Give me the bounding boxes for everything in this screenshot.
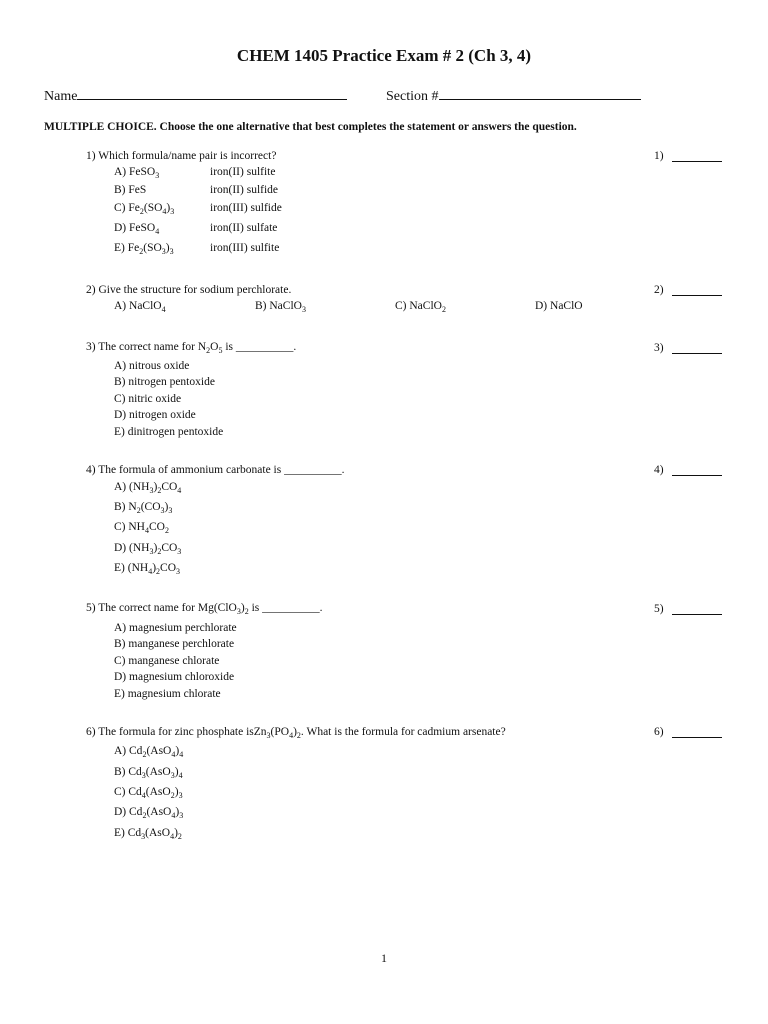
page-title: CHEM 1405 Practice Exam # 2 (Ch 3, 4) — [236, 46, 532, 65]
answer-label-5: 5) — [654, 603, 664, 615]
name-field[interactable] — [44, 86, 347, 105]
answer-blank-6[interactable] — [672, 724, 722, 738]
option-c[interactable]: C) $Fe_2(SO_4)_3$ iron(III) sulfide — [114, 202, 282, 216]
answer-blank-5[interactable] — [672, 601, 722, 615]
option-c[interactable]: C) $NH_4CO_2$ — [114, 521, 169, 535]
option-e[interactable]: E) $(NH_4)_2CO_3$ — [114, 562, 181, 576]
answer-label-3: 3) — [654, 342, 664, 354]
question-1 — [86, 150, 282, 256]
answer-blank-2[interactable] — [672, 282, 722, 296]
answer-label-2: 2) — [654, 284, 664, 296]
option-d[interactable]: D) FeSO$_4$ iron(II) sulfate — [114, 222, 278, 236]
question-stem: 5) The correct name for $Mg(ClO_3)_2$ is __________. — [86, 602, 323, 616]
question-stem: 6) The formula for zinc phosphate $isZn_3(PO_4)_2$. What is the formula for cadmium arsenate? — [86, 726, 506, 740]
option-e[interactable]: E) $Fe_2(SO_3)_3$ iron(III) sulfite — [114, 242, 280, 256]
name-label: Name — [44, 89, 78, 104]
section-label: Section # — [386, 89, 439, 104]
option-b[interactable]: B) manganese perchlorate — [114, 638, 235, 650]
answer-label-6: 6) — [654, 726, 664, 738]
question-stem: 3) The correct name for $N_2O_5$ is __________. — [86, 341, 297, 355]
option-b[interactable]: B) FeS iron(II) sulfide — [114, 184, 279, 196]
question-stem: 4) The formula of ammonium carbonate is __________. — [86, 464, 345, 476]
option-b[interactable]: B) $Cd_3(AsO_3)_4$ — [114, 766, 183, 780]
option-d[interactable]: D) nitrogen oxide — [114, 409, 196, 421]
question-6 — [86, 726, 506, 841]
instructions: MULTIPLE CHOICE. Choose the one alternative that best completes the statement or answers the question. — [44, 121, 577, 133]
option-b[interactable]: B) NaClO$_3$ — [255, 300, 306, 314]
section-line[interactable] — [439, 86, 641, 100]
option-d[interactable]: D) $(NH_3)_2CO_3$ — [114, 542, 182, 556]
option-d[interactable]: D) magnesium chloroxide — [114, 671, 235, 683]
page-number: 1 — [381, 951, 387, 965]
option-e[interactable]: E) magnesium chlorate — [114, 688, 221, 700]
question-5 — [86, 602, 323, 700]
option-c[interactable]: C) $Cd_4(AsO_2)_3$ — [114, 786, 183, 800]
option-a[interactable]: A) nitrous oxide — [114, 360, 190, 372]
option-b[interactable]: B) $N_2(CO_3)_3$ — [114, 501, 173, 515]
name-line[interactable] — [77, 86, 347, 100]
answer-label-4: 4) — [654, 464, 664, 476]
answer-blank-4[interactable] — [672, 462, 722, 476]
option-e[interactable]: E) dinitrogen pentoxide — [114, 426, 224, 438]
answer-label-1: 1) — [654, 150, 664, 162]
question-stem: 1) Which formula/name pair is incorrect? — [86, 150, 277, 162]
option-a[interactable]: A) $(NH_3)_2CO_4$ — [114, 481, 182, 495]
option-b[interactable]: B) nitrogen pentoxide — [114, 376, 215, 388]
question-stem: 2) Give the structure for sodium perchlorate. — [86, 284, 292, 296]
question-2 — [86, 284, 583, 314]
question-3 — [86, 341, 297, 438]
option-d[interactable]: D) $Cd_2(AsO_4)_3$ — [114, 806, 184, 820]
option-a[interactable]: A) NaClO$_4$ — [114, 300, 166, 314]
section-field[interactable] — [386, 86, 641, 105]
option-a[interactable]: A) magnesium perchlorate — [114, 622, 237, 634]
option-d[interactable]: D) NaClO — [535, 300, 583, 312]
answer-blank-3[interactable] — [672, 340, 722, 354]
option-c[interactable]: C) manganese chlorate — [114, 655, 220, 667]
answer-blank-1[interactable] — [672, 148, 722, 162]
question-4 — [86, 464, 345, 576]
option-a[interactable]: A) $Cd_2(AsO_4)_4$ — [114, 745, 184, 759]
option-e[interactable]: E) $Cd_3(AsO_4)_2$ — [114, 827, 182, 841]
option-a[interactable]: A) FeSO$_3$ iron(II) sulfite — [114, 166, 276, 180]
option-c[interactable]: C) nitric oxide — [114, 393, 182, 405]
option-c[interactable]: C) NaClO$_2$ — [395, 300, 446, 314]
